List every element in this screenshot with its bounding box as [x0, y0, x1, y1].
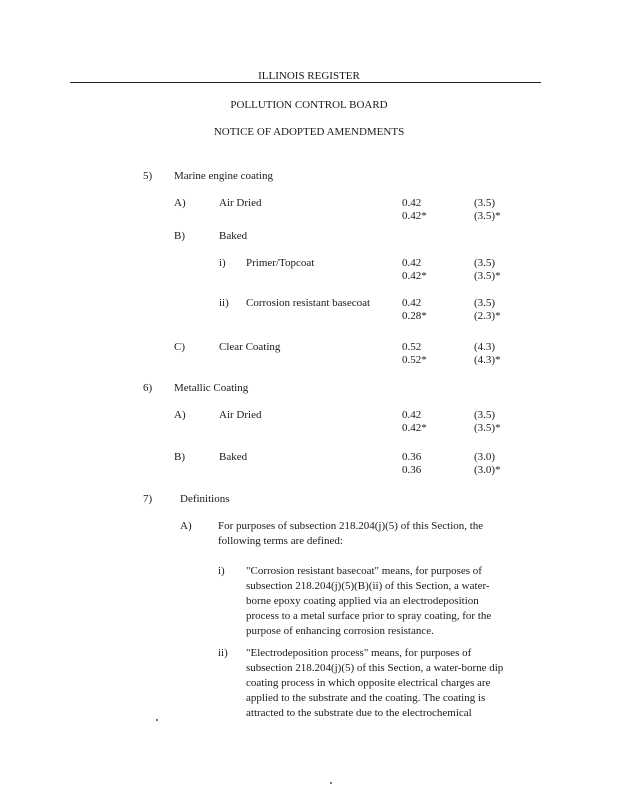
- s5-c-letter: C): [174, 341, 185, 353]
- notice-title: NOTICE OF ADOPTED AMENDMENTS: [213, 126, 405, 138]
- s5-b-ii-paren-star: (2.3)*: [474, 310, 501, 322]
- s5-number: 5): [143, 170, 153, 182]
- s5-c-value: 0.52: [402, 341, 422, 353]
- s5-b-label: Baked: [219, 230, 248, 242]
- s5-c-label: Clear Coating: [219, 341, 281, 353]
- s6-a-paren: (3.5): [474, 409, 496, 421]
- s6-a-paren-star: (3.5)*: [474, 422, 501, 434]
- s7-a-text: For purposes of subsection 218.204(j)(5) of this Section, the following terms are defined:: [218, 520, 484, 547]
- s5-a-label: Air Dried: [219, 197, 262, 209]
- s7-i-text: "Corrosion resistant basecoat" means, for purposes of subsection 218.204(j)(5)(B)(ii) of this Section, a water-borne epoxy coating applied via an electrodeposition process to a metal surface prior to spray coating, for the purpose of enhancing corrosion resistance.: [246, 565, 492, 637]
- s5-b-ii-label: Corrosion resistant basecoat: [246, 297, 371, 309]
- scan-speck: [330, 782, 332, 784]
- s5-a-value-star: 0.42*: [402, 210, 427, 222]
- s6-b-paren: (3.0): [474, 451, 496, 463]
- s7-title: Definitions: [180, 493, 230, 505]
- s5-b-i-value: 0.42: [402, 257, 422, 269]
- s6-number: 6): [143, 382, 153, 394]
- s6-title: Metallic Coating: [174, 382, 249, 394]
- s5-c-paren-star: (4.3)*: [474, 354, 501, 366]
- s5-a-paren: (3.5): [474, 197, 496, 209]
- s5-b-i-paren: (3.5): [474, 257, 496, 269]
- s5-a-value: 0.42: [402, 197, 422, 209]
- s5-c-paren: (4.3): [474, 341, 496, 353]
- s6-a-value: 0.42: [402, 409, 422, 421]
- s5-b-ii-num: ii): [219, 297, 229, 309]
- s7-a-letter: A): [180, 520, 192, 532]
- s5-title: Marine engine coating: [174, 170, 273, 182]
- s5-b-i-paren-star: (3.5)*: [474, 270, 501, 282]
- s5-b-ii-paren: (3.5): [474, 297, 496, 309]
- s7-ii-num: ii): [218, 647, 228, 659]
- s5-b-ii-value-star: 0.28*: [402, 310, 427, 322]
- s5-b-i-value-star: 0.42*: [402, 270, 427, 282]
- s6-b-value: 0.36: [402, 451, 422, 463]
- s5-b-ii-value: 0.42: [402, 297, 422, 309]
- s6-b-value-2: 0.36: [402, 464, 422, 476]
- s7-number: 7): [143, 493, 153, 505]
- scan-speck: [156, 719, 158, 721]
- s5-c-value-star: 0.52*: [402, 354, 427, 366]
- s5-a-letter: A): [174, 197, 186, 209]
- s5-b-letter: B): [174, 230, 185, 242]
- s6-b-paren-star: (3.0)*: [474, 464, 501, 476]
- s6-b-letter: B): [174, 451, 185, 463]
- s6-b-label: Baked: [219, 451, 248, 463]
- s6-a-value-star: 0.42*: [402, 422, 427, 434]
- s7-ii-text: "Electrodeposition process" means, for purposes of subsection 218.204(j)(5) of this Section, a water-borne dip coating process in which opposite electrical charges are applied to the substrate and the coating. The coating is attracted to the substrate due to the electrochemical: [246, 647, 504, 719]
- s6-a-label: Air Dried: [219, 409, 262, 421]
- header-rule: [70, 82, 541, 83]
- s5-a-paren-star: (3.5)*: [474, 210, 501, 222]
- s7-i-num: i): [218, 565, 225, 577]
- s6-a-letter: A): [174, 409, 186, 421]
- register-title: ILLINOIS REGISTER: [258, 70, 360, 82]
- agency-title: POLLUTION CONTROL BOARD: [230, 99, 388, 111]
- s5-b-i-label: Primer/Topcoat: [246, 257, 315, 269]
- s5-b-i-num: i): [219, 257, 226, 269]
